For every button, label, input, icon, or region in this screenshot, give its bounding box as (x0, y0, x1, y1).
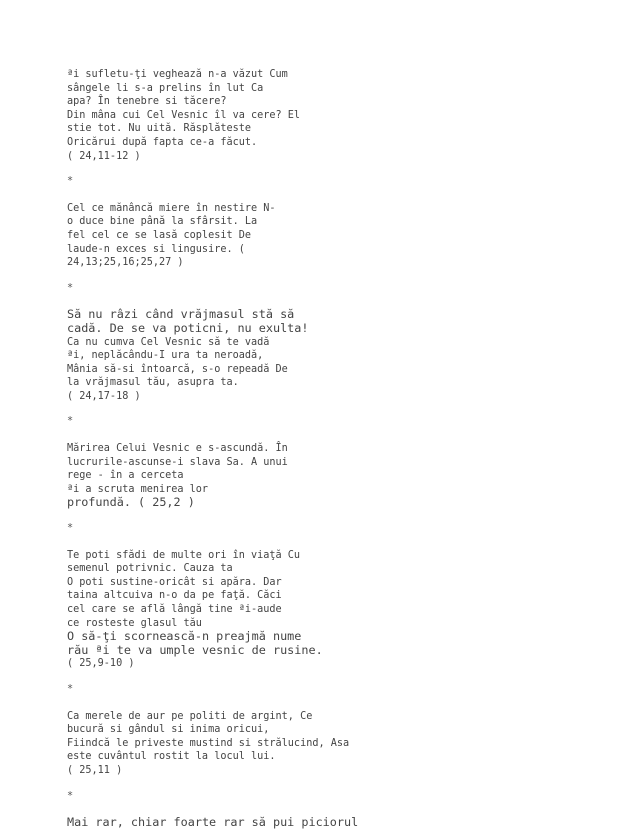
verse-line: la vrăjmasul tău, asupra ta. (67, 377, 239, 389)
verse-line: 24,13;25,16;25,27 ) (67, 257, 184, 269)
verse-line: Te poti sfădi de multe ori în viaţă Cu (67, 549, 301, 561)
verse-line: rege - în a cerceta (67, 470, 184, 482)
verse-line: o duce bine până la sfârsit. La (67, 216, 258, 228)
verse-line: cel care se află lângă tine ªi-aude (67, 604, 282, 615)
verse-line: Mânia să-si întoarcă, s-o repeadă De (67, 363, 288, 375)
verse-line: ( 25,9-10 ) (67, 658, 135, 670)
verse-line: semenul potrivnic. Cauza ta (67, 563, 233, 575)
verse-line: apa? În tenebre si tăcere? (67, 96, 227, 108)
verse-line: fel cel ce se lasă coplesit De (67, 229, 252, 241)
section-separator: * (67, 282, 74, 294)
verse-block (67, 308, 587, 403)
verse-line: ªi, neplăcându-I ura ta neroadă, (67, 350, 264, 362)
verse-block (67, 710, 587, 778)
verse-line: Ca merele de aur pe politi de argint, Ce (67, 710, 313, 722)
verse-line: ( 24,17-18 ) (67, 390, 141, 402)
verse-line: Ca nu cumva Cel Vesnic să te vadă (67, 336, 270, 348)
verse-block (67, 68, 587, 163)
verse-block (67, 816, 587, 830)
verse-line: Oricărui după fapta ce-a făcut. (67, 136, 258, 148)
verse-line: cadă. De se va poticni, nu exulta! (67, 320, 309, 335)
verse-line: rău ªi te va umple vesnic de rusine. (67, 642, 323, 657)
verse-line: O poti sustine-oricât si apăra. Dar (67, 576, 282, 588)
verse-line: O să-ţi scornească-n preajmă nume (67, 629, 302, 644)
verse-line: ce rosteste glasul tău (67, 617, 202, 629)
verse-line: Din mâna cui Cel Vesnic îl va cere? El (67, 109, 301, 121)
section-separator: * (67, 416, 74, 428)
verse-line: taina altcuiva n-o da pe faţă. Căci (67, 590, 282, 602)
verse-block (67, 442, 587, 510)
verse-block (67, 549, 587, 671)
verse-line: Cel ce mănâncă miere în nestire N- (67, 202, 276, 214)
verse-line: Mai rar, chiar foarte rar să pui piciorul (67, 815, 359, 830)
verse-line: lucrurile-ascunse-i slava Sa. A unui (67, 456, 288, 468)
verse-line: ( 24,11-12 ) (67, 150, 141, 162)
verse-line: profundă. ( 25,2 ) (67, 495, 195, 510)
verse-line: sângele li s-a prelins în lut Ca (67, 82, 264, 94)
verse-line: laude-n exces si lingusire. ( (67, 243, 245, 255)
verse-line: Să nu râzi când vrăjmasul stă să (67, 307, 295, 322)
verse-line: este cuvântul rostit la locul lui. (67, 751, 276, 763)
verse-block (67, 202, 587, 270)
section-separator: * (67, 523, 74, 535)
verse-line: ªi a scruta menirea lor (67, 483, 209, 495)
verse-line: ªi sufletu-ţi veghează n-a văzut Cum (67, 69, 288, 80)
section-separator: * (67, 790, 74, 802)
section-separator: * (67, 683, 74, 695)
verse-line: bucură si gândul si inima oricui, (67, 724, 270, 736)
verse-line: stie tot. Nu uită. Răsplăteste (67, 123, 252, 135)
poem-text (67, 68, 587, 830)
verse-line: Mărirea Celui Vesnic e s-ascundă. În (67, 443, 288, 455)
verse-line: Fiindcă le priveste mustind si strălucind, Asa (67, 737, 350, 749)
verse-line: ( 25,11 ) (67, 764, 123, 776)
section-separator: * (67, 176, 74, 188)
